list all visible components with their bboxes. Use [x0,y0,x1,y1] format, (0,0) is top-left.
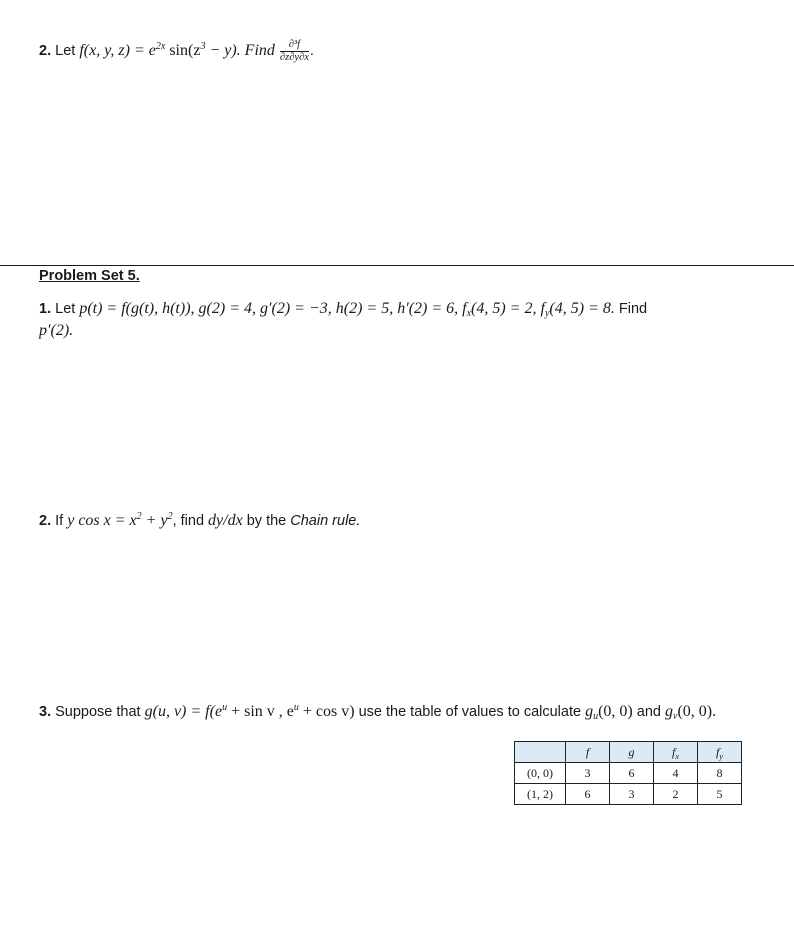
section-divider [0,265,794,266]
table-cell: 8 [698,763,742,784]
problem-3: 3. Suppose that g(u, $v) = f(e^u + \sin v$ , $e^u + \cos v$) use the table of values to calculate $g_u(0$, 0) and $g_v(0$, 0). [39,702,717,722]
problem-number: 2. [39,42,52,59]
table-cell: (1, 2) [515,784,566,805]
table-cell: 6 [566,784,610,805]
problem-1-line-2: p′(2). [39,322,74,339]
problem-1-math: p(t) = f(g(t), h(t)), g(2) = 4, g′(2) = −3, h(2) = 5, h′(2) = 6, $f_x(4$, 5) = 2, $f_y(4$, 5) = 8. [79,300,615,319]
table-cell: 5 [698,784,742,805]
problem-1: 1. Let p(t) = f(g(t), h(t)), g(2) = 4, g′(2) = −3, h(2) = 5, h′(2) = 6, $f_x(4$, 5) = 2, $f_y(4$, 5) = 8. Find [39,300,648,319]
table-cell: 6 [610,763,654,784]
table-row [515,763,742,784]
chain-rule-label: Chain rule. [290,513,361,529]
table-cell: 2 [654,784,698,805]
third-partial-derivative: $\frac{\text{∂³f}}{\partial z\partial y\partial x}$ [279,39,309,63]
table-header-cell: $f_x$ [654,742,698,763]
table-cell: 4 [654,763,698,784]
table-header-cell: g [610,742,654,763]
table-cell: (0, 0) [515,763,566,784]
table-header-cell: $f_y$ [698,742,742,763]
table-header-row [515,742,742,763]
table-cell: 3 [566,763,610,784]
table-header-cell: f [566,742,610,763]
table-header-cell [515,742,566,763]
table-cell: 3 [610,784,654,805]
function-definition: f(x, y, $z) = e^{2x}$ $\sin(z^3 - y)$. Find [79,40,275,59]
values-table [514,741,742,805]
problem-set-heading: Problem Set 5. [39,268,140,284]
previous-problem-2: 2. Let f(x, y, $z) = e^{2x}$ $\sin(z^3 - y)$. Find $\frac{\text{∂³f}}{\partial z\partial y\partial x}$ . [39,39,314,63]
table-row [515,784,742,805]
problem-2: 2. If y $\cos x = x^2 + y^2$, find dy/dx by the Chain rule. [39,511,361,529]
